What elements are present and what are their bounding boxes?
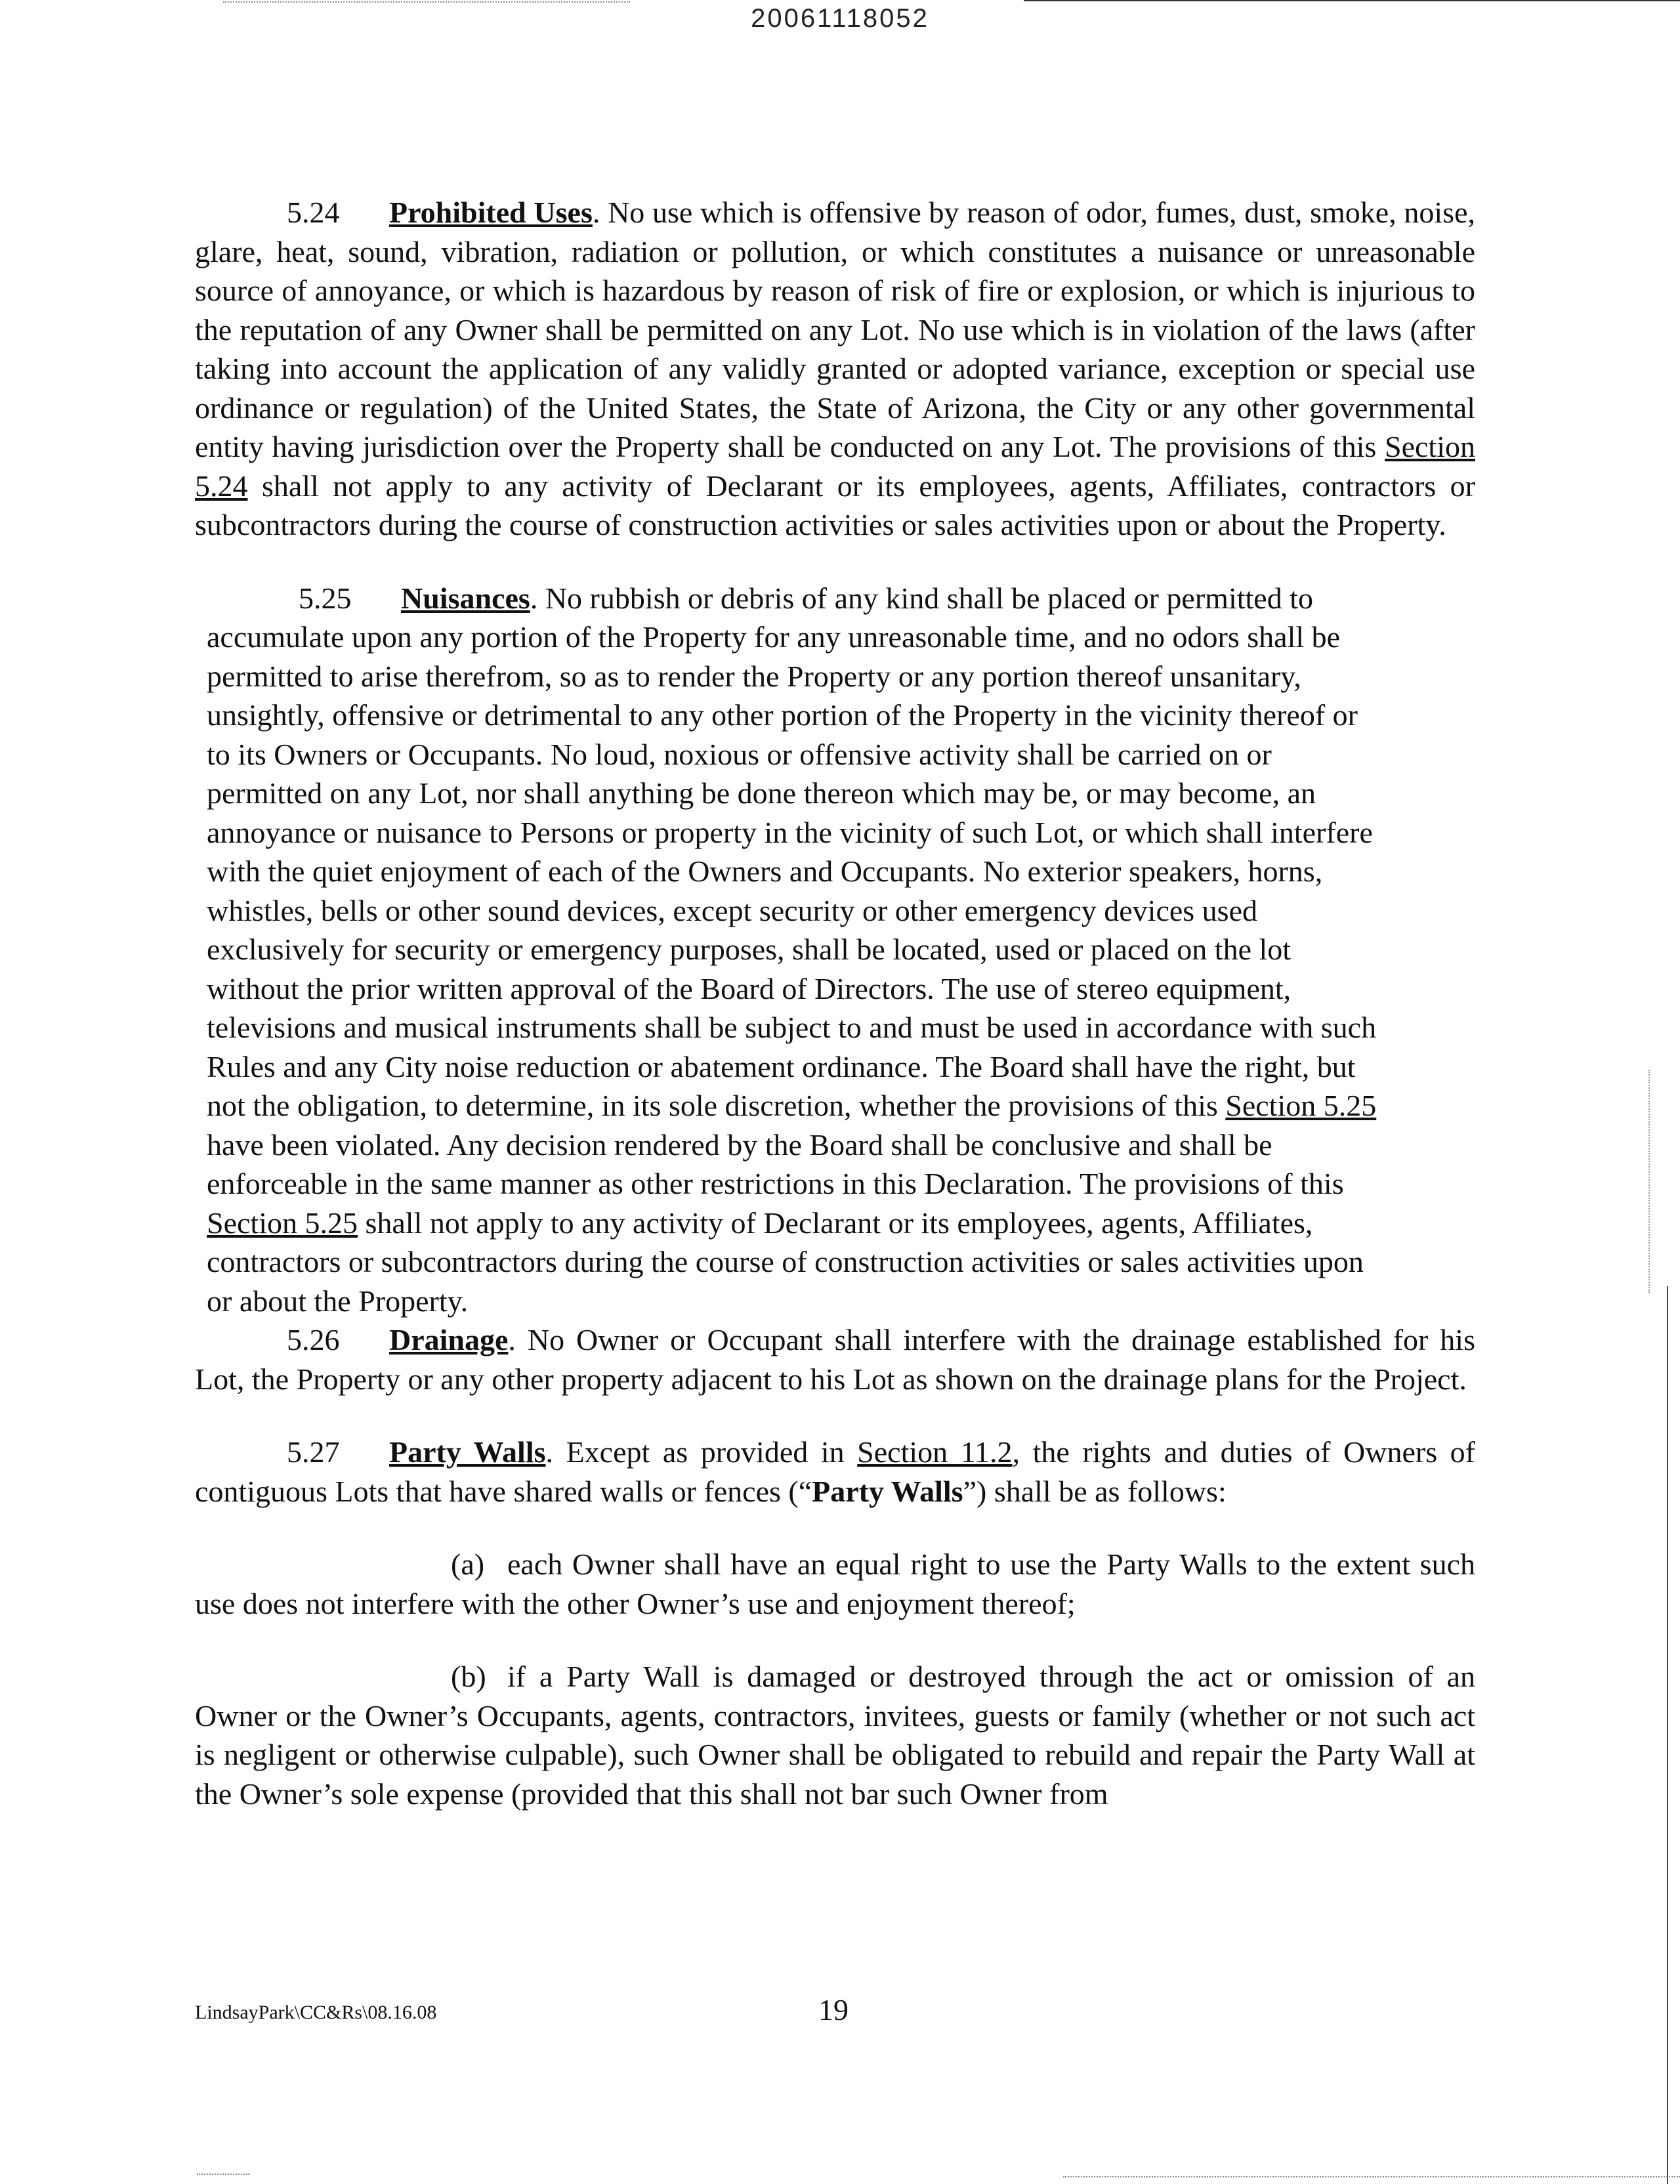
section-text: shall not apply to any activity of Declarant or its employees, agents, Affiliates, contractors or subcontractors during the course of construction activities or sales activities upon or about the Property. — [195, 469, 1475, 541]
defined-term: Party Walls — [812, 1474, 963, 1508]
subsection-text: if a Party Wall is damaged or destroyed through the act or omission of an Owner or the Owner’s Occupants, agents, contractors, invitees, guests or family (whether or not such act is negligent or otherwise culpable), such Owner shall be obligated to rebuild and repair the Party Wall at the Owner’s sole expense (provided that this shall not bar such Owner from — [195, 1660, 1475, 1811]
section-5-25 — [207, 579, 1381, 1321]
section-heading: Prohibited Uses — [389, 196, 593, 229]
section-text: . No Owner or Occupant shall interfere with the drainage established for his Lot, the Property or any other property adjacent to his Lot as shown on the drainage plans for the Project. — [195, 1323, 1475, 1396]
subsection-label: (a) — [451, 1547, 485, 1581]
scan-artifact-top-left — [223, 1, 630, 3]
section-number: 5.27 — [287, 1435, 340, 1469]
section-heading: Nuisances — [401, 581, 530, 615]
section-number: 5.25 — [299, 581, 352, 615]
section-cross-reference: Section 5.25 — [207, 1206, 358, 1240]
scan-artifact-top-right — [1024, 0, 1680, 1]
section-number: 5.24 — [287, 196, 340, 229]
page-number: 19 — [818, 1993, 849, 2026]
recording-number: 20061118052 — [751, 4, 929, 33]
section-text: , the rights and duties of Owners of contiguous Lots that have shared walls or fences (“ — [195, 1435, 1475, 1508]
section-text: ”) shall be as follows: — [963, 1474, 1227, 1508]
scan-artifact-bottom-right — [1063, 2176, 1680, 2177]
section-5-26 — [195, 1320, 1475, 1398]
section-cross-reference: Section 11.2 — [857, 1435, 1013, 1469]
section-heading: Drainage — [389, 1323, 509, 1356]
subsection-b — [195, 1657, 1475, 1813]
section-number: 5.26 — [287, 1323, 340, 1356]
subsection-label: (b) — [451, 1660, 486, 1693]
section-heading: Party Walls — [389, 1435, 546, 1469]
section-text: have been violated. Any decision rendered by the Board shall be conclusive and shall be enforceable in the same manner as other restrictions in this Declaration. The provisions of this — [207, 1127, 1344, 1200]
section-cross-reference: Section 5.24 — [195, 430, 1475, 503]
scan-artifact-right-edge — [1667, 1286, 1668, 2184]
section-cross-reference: Section 5.25 — [1225, 1089, 1377, 1122]
footer-file-path: LindsayPark\CC&Rs\08.16.08 — [195, 2002, 437, 2023]
subsection-a — [195, 1545, 1475, 1623]
section-text: . Except as provided in — [545, 1435, 858, 1469]
section-text: . No rubbish or debris of any kind shall be placed or permitted to accumulate upon any portion of the Property for any unreasonable time, and no odors shall be permitted to arise therefrom, so as to render the Property or any portion thereof unsanitary, unsightly, offensive or detrimental to any other portion of the Property in the vicinity thereof or to its Owners or Occupants. No loud, noxious or offensive activity shall be carried on or permitted on any Lot, nor shall anything be done thereon which may be, or may become, an annoyance or nuisance to Persons or property in the vicinity of such Lot, or which shall interfere with the quiet enjoyment of each of the Owners and Occupants. No exterior speakers, horns, whistles, bells or other sound devices, except security or other emergency devices used exclusively for security or emergency purposes, shall be located, used or placed on the lot without the prior written approval of the Board of Directors. The use of stereo equipment, televisions and musical instruments shall be subject to and must be used in accordance with such Rules and any City noise reduction or abatement ordinance. The Board shall have the right, but not the obligation, to determine, in its sole discretion, whether the provisions of this — [207, 581, 1377, 1122]
section-5-27 — [195, 1433, 1475, 1511]
document-body — [195, 193, 1475, 1813]
section-5-24 — [195, 193, 1475, 545]
section-text: . No use which is offensive by reason of odor, fumes, dust, smoke, noise, glare, heat, sound, vibration, radiation or pollution, or which constitutes a nuisance or unreasonable source of annoyance, or which is hazardous by reason of risk of fire or explosion, or which is injurious to the reputation of any Owner shall be permitted on any Lot. No use which is in violation of the laws (after taking into account the application of any validly granted or adopted variance, exception or special use ordinance or regulation) of the United States, the State of Arizona, the City or any other governmental entity having jurisdiction over the Property shall be conducted on any Lot. The provisions of this — [195, 196, 1476, 463]
scan-artifact-bottom-left — [197, 2174, 249, 2175]
section-text: shall not apply to any activity of Declarant or its employees, agents, Affiliates, contractors or subcontractors during the course of construction activities or sales activities upon or about the Property. — [207, 1206, 1364, 1318]
subsection-text: each Owner shall have an equal right to use the Party Walls to the extent such use does not interfere with the other Owner’s use and enjoyment thereof; — [195, 1547, 1475, 1620]
scan-artifact-right-dots — [1648, 1070, 1650, 1293]
